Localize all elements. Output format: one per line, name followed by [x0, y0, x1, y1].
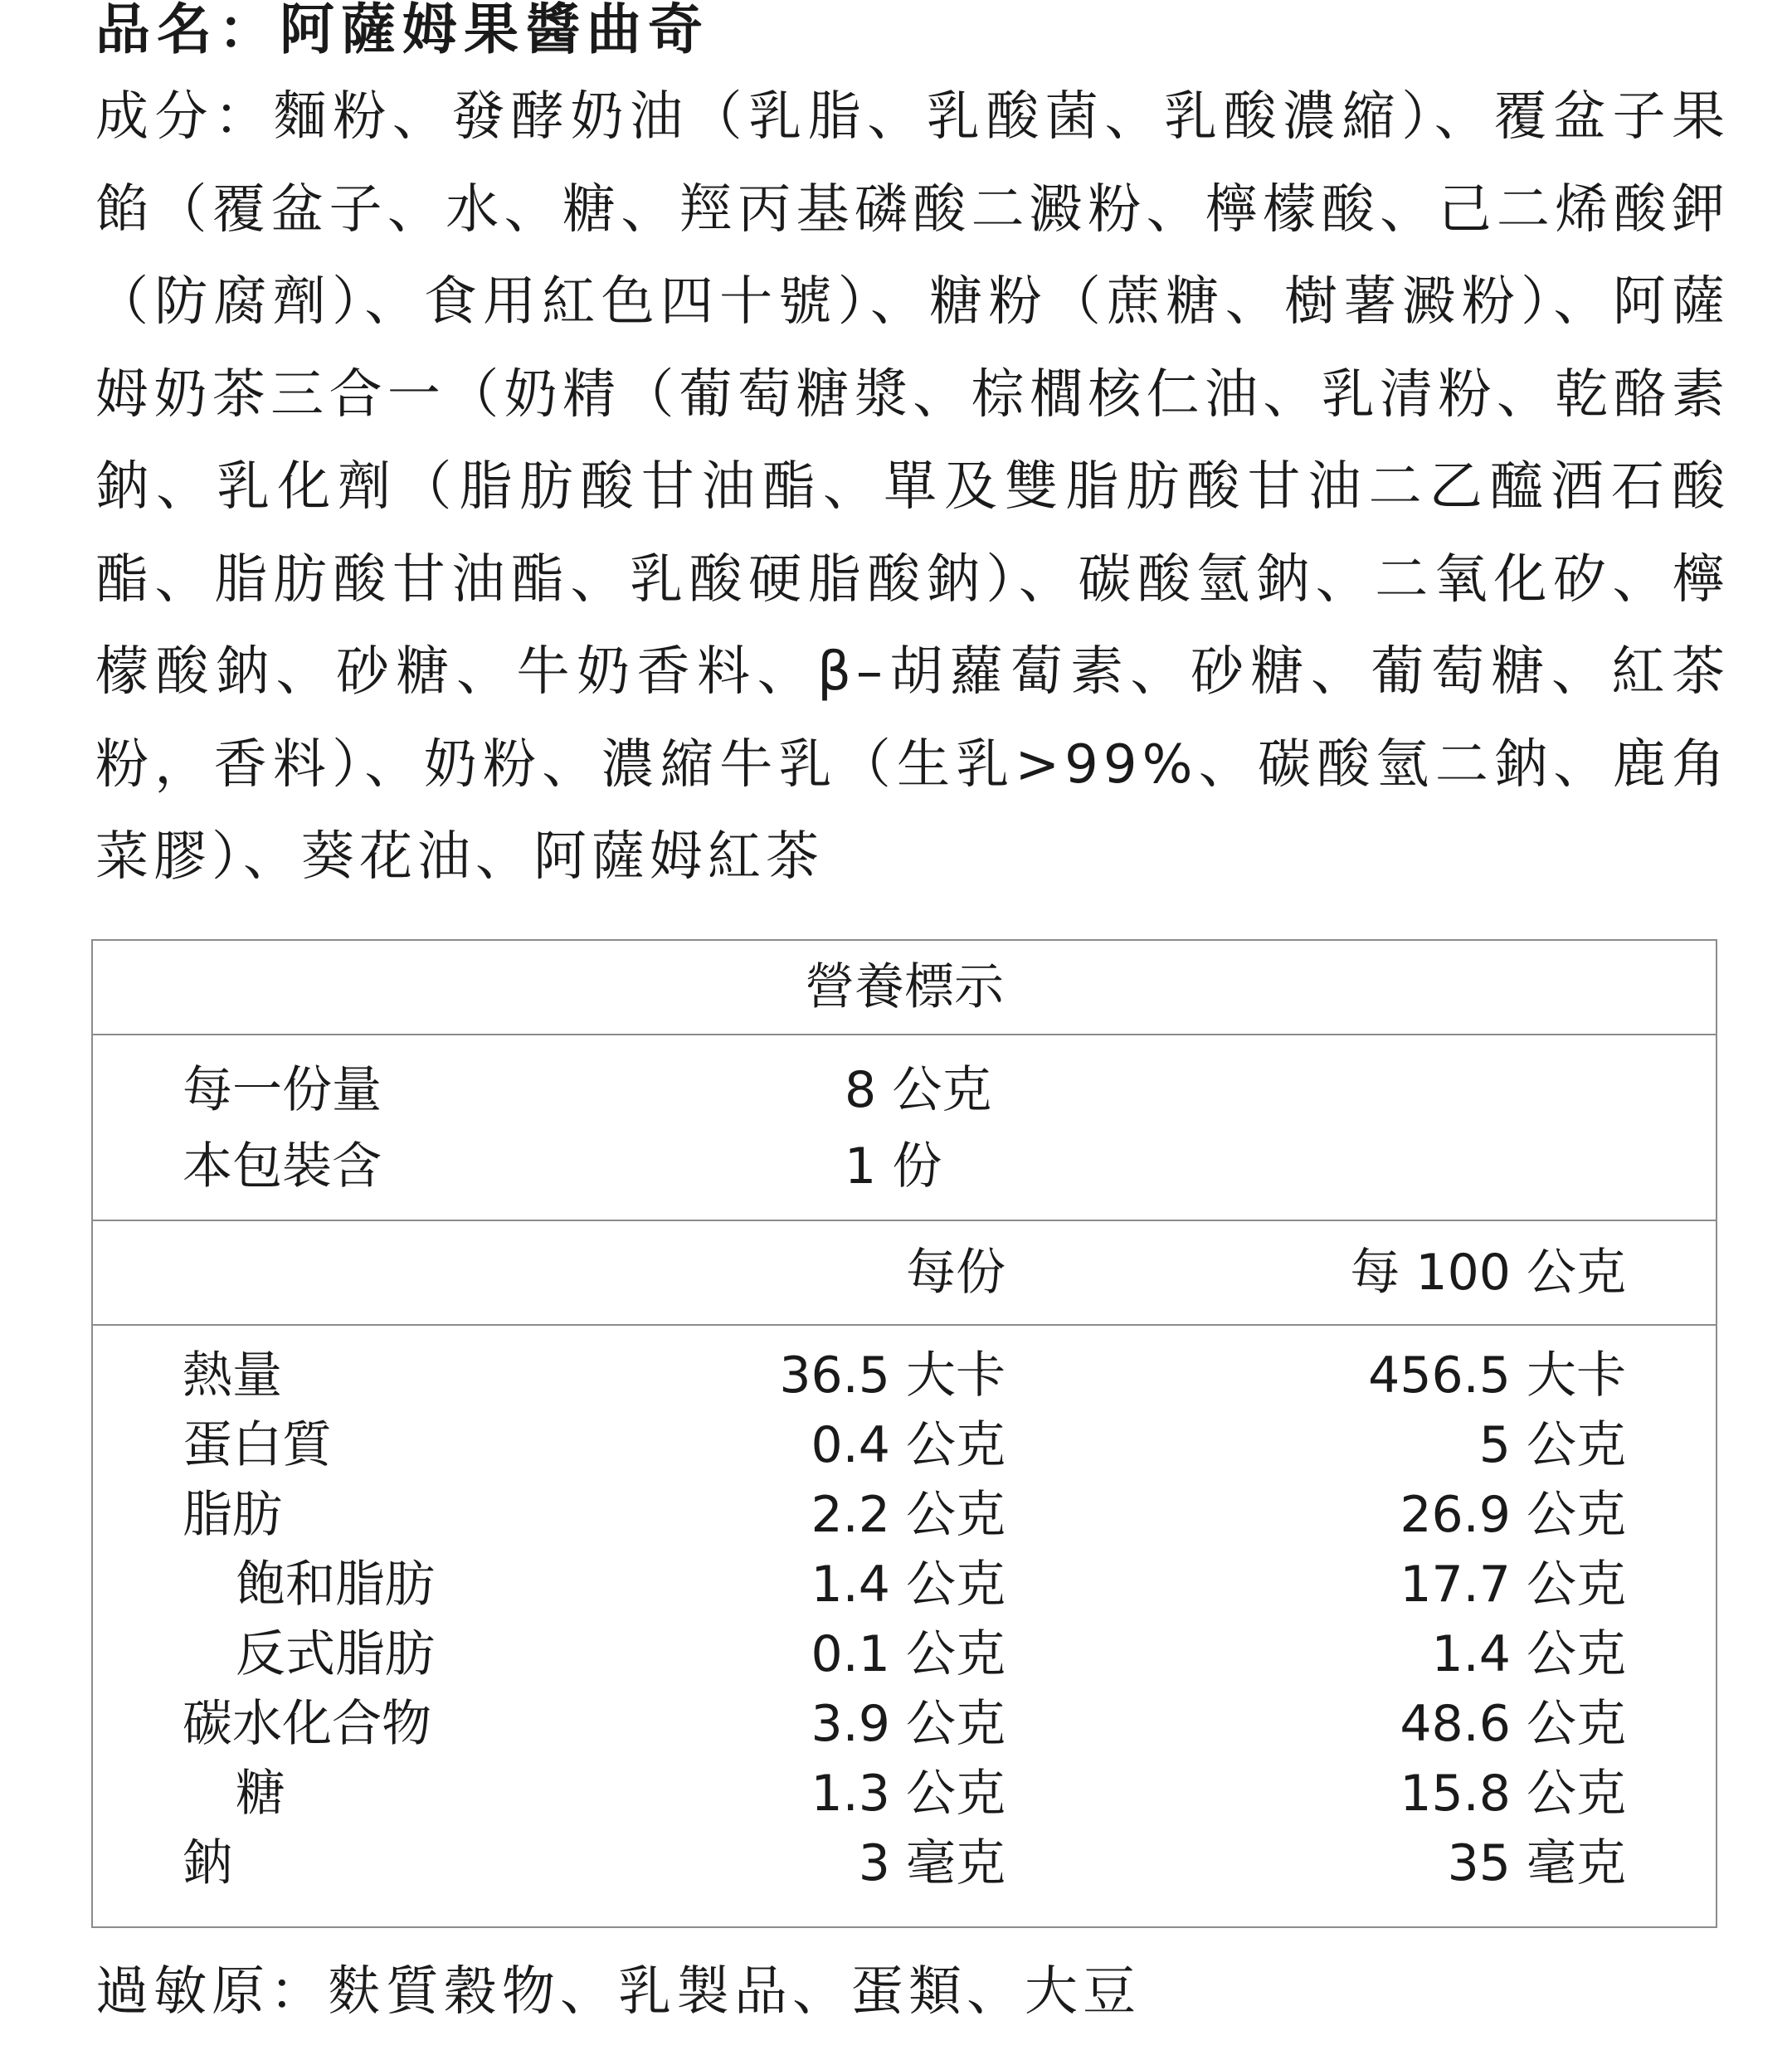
nutrient-row-carbohydrate: [93, 1689, 1716, 1759]
nutrient-per-100g: 456.5 大卡: [1368, 1346, 1626, 1405]
nutrient-row-fat: [93, 1480, 1716, 1550]
nutrient-per-100g: 17.7 公克: [1400, 1556, 1626, 1614]
servings-per-pack-label: 本包裝含: [183, 1137, 382, 1195]
serving-size-label: 每一份量: [183, 1061, 382, 1119]
nutrient-per-serving: 0.4 公克: [811, 1416, 1006, 1474]
nutrition-rows: [93, 1326, 1716, 1926]
product-name: 品名：阿薩姆果醬曲奇: [95, 0, 709, 61]
nutrient-row-saturated-fat: [93, 1550, 1716, 1619]
nutrient-label: 糖: [236, 1765, 285, 1823]
nutrient-per-100g: 35 毫克: [1447, 1834, 1626, 1892]
nutrient-label: 脂肪: [183, 1486, 282, 1544]
nutrient-label: 熱量: [183, 1346, 282, 1405]
nutrient-per-100g: 1.4 公克: [1431, 1625, 1626, 1683]
column-per-100g: 每 100 公克: [1350, 1244, 1626, 1302]
nutrient-row-protein: [93, 1410, 1716, 1480]
nutrient-per-serving: 2.2 公克: [811, 1486, 1006, 1544]
nutrient-label: 鈉: [183, 1834, 232, 1892]
nutrient-per-100g: 15.8 公克: [1400, 1765, 1626, 1823]
nutrient-row-trans-fat: [93, 1619, 1716, 1689]
nutrient-label: 蛋白質: [183, 1416, 332, 1474]
nutrition-facts-table: [91, 939, 1717, 1928]
serving-size-row: [93, 1052, 1716, 1128]
nutrient-label: 反式脂肪: [236, 1625, 435, 1683]
nutrient-per-100g: 5 公克: [1478, 1416, 1626, 1474]
nutrient-label: 飽和脂肪: [236, 1556, 435, 1614]
nutrition-column-header: [93, 1221, 1716, 1326]
nutrient-per-serving: 3.9 公克: [811, 1695, 1006, 1753]
nutrient-label: 碳水化合物: [183, 1695, 431, 1753]
nutrient-per-100g: 48.6 公克: [1400, 1695, 1626, 1753]
allergens-text: 過敏原：麩質穀物、乳製品、蛋類、大豆: [95, 1961, 1141, 2023]
nutrient-per-serving: 36.5 大卡: [779, 1346, 1006, 1405]
nutrient-per-serving: 0.1 公克: [811, 1625, 1006, 1683]
nutrient-per-100g: 26.9 公克: [1400, 1486, 1626, 1544]
serving-size-value: 8 公克: [845, 1061, 992, 1119]
ingredients-text: 成分：麵粉、發酵奶油（乳脂、乳酸菌、乳酸濃縮）、覆盆子果餡（覆盆子、水、糖、羥丙基磷酸二澱粉、檸檬酸、己二烯酸鉀（防腐劑）、食用紅色四十號）、糖粉（蔗糖、樹薯澱粉）、阿薩姆奶茶三合一（奶精（葡萄糖漿、棕櫚核仁油、乳清粉、乾酪素鈉、乳化劑（脂肪酸甘油酯、單及雙脂肪酸甘油二乙醯酒石酸酯、脂肪酸甘油酯、乳酸硬脂酸鈉）、碳酸氫鈉、二氧化矽、檸檬酸鈉、砂糖、牛奶香料、β–胡蘿蔔素、砂糖、葡萄糖、紅茶粉，香料）、奶粉、濃縮牛乳（生乳>99%、碳酸氫二鈉、鹿角菜膠）、葵花油、阿薩姆紅茶: [95, 86, 1730, 888]
nutrient-row-sodium: [93, 1828, 1716, 1898]
servings-per-pack-value: 1 份: [845, 1137, 942, 1195]
nutrient-per-serving: 1.4 公克: [811, 1556, 1006, 1614]
nutrient-per-serving: 3 毫克: [858, 1834, 1006, 1892]
column-per-serving: 每份: [906, 1244, 1006, 1302]
nutrition-title: 營養標示: [93, 941, 1716, 1035]
servings-per-pack-row: [93, 1128, 1716, 1205]
nutrient-row-energy: [93, 1341, 1716, 1410]
nutrient-per-serving: 1.3 公克: [811, 1765, 1006, 1823]
serving-info: [93, 1035, 1716, 1221]
nutrient-row-sugar: [93, 1759, 1716, 1828]
